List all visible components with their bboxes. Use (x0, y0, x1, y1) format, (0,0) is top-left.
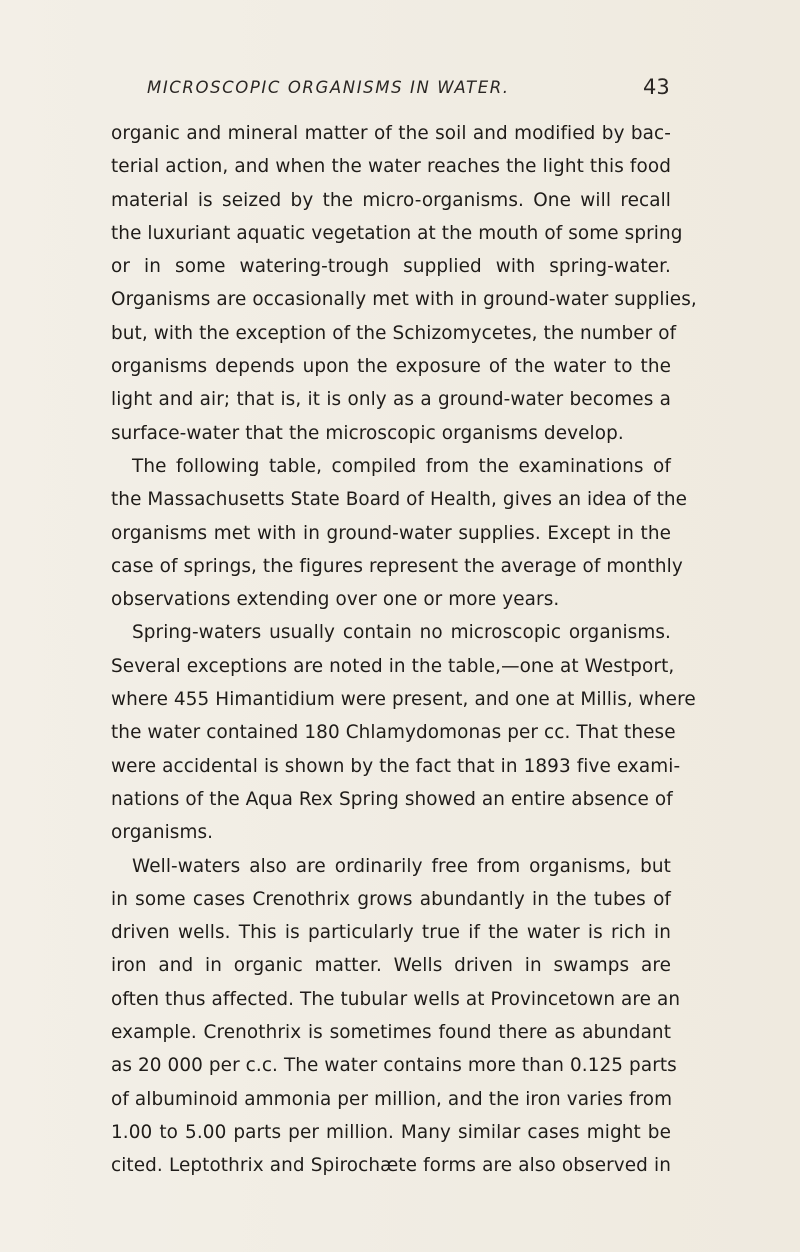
running-title: MICROSCOPIC ORGANISMS IN WATER. (147, 78, 510, 97)
text-line: often thus affected. The tubular wells at Provincetown are an (111, 988, 681, 1010)
text-line: Organisms are occasionally met with in ground-water supplies, (111, 289, 697, 311)
running-head (0, 75, 800, 108)
text-line: terial action, and when the water reaches the light this food (111, 156, 671, 178)
text-line: of albuminoid ammonia per million, and the iron varies from (111, 1088, 673, 1110)
text-line: as 20 000 per c.c. The water contains more than 0.125 parts (111, 1055, 677, 1077)
text-line: in some cases Crenothrix grows abundantly in the tubes of (111, 888, 671, 910)
text-line: the luxuriant aquatic vegetation at the mouth of some spring (111, 222, 683, 244)
body-text (111, 117, 697, 1183)
text-line: organisms met with in ground-water supplies. Except in the (111, 522, 671, 544)
text-line: organisms. (111, 822, 214, 844)
text-line: surface-water that the microscopic organisms develop. (111, 422, 624, 444)
paragraph-start-line: Well-waters also are ordinarily free from organisms, but (132, 855, 671, 877)
paragraph-start-line: Spring-waters usually contain no microscopic organisms. (132, 622, 671, 644)
paragraph-start-line: The following table, compiled from the examinations of (132, 455, 671, 477)
text-line: organisms depends upon the exposure of the water to the (111, 356, 671, 378)
page-number: 43 (643, 75, 670, 99)
text-line: light and air; that is, it is only as a ground-water becomes a (111, 389, 671, 411)
text-line: iron and in organic matter. Wells driven in swamps are (111, 955, 671, 977)
text-line: or in some watering-trough supplied with spring-water. (111, 256, 671, 278)
text-line: were accidental is shown by the fact that in 1893 five exami- (111, 755, 681, 777)
text-line: case of springs, the figures represent the average of monthly (111, 555, 683, 577)
text-line: nations of the Aqua Rex Spring showed an entire absence of (111, 788, 673, 810)
text-line: observations extending over one or more years. (111, 589, 560, 611)
text-line: cited. Leptothrix and Spirochæte forms are also observed in (111, 1155, 671, 1177)
text-line: 1.00 to 5.00 parts per million. Many similar cases might be (111, 1121, 671, 1143)
text-line: Several exceptions are noted in the table,—one at Westport, (111, 655, 675, 677)
text-line: example. Crenothrix is sometimes found there as abundant (111, 1022, 671, 1044)
text-line: where 455 Himantidium were present, and one at Millis, where (111, 689, 696, 711)
text-line: the Massachusetts State Board of Health, gives an idea of the (111, 489, 688, 511)
text-line: material is seized by the micro-organisms. One will recall (111, 189, 671, 211)
text-line: the water contained 180 Chlamydomonas per cc. That these (111, 722, 676, 744)
text-line: organic and mineral matter of the soil and modified by bac- (111, 123, 671, 144)
text-line: but, with the exception of the Schizomycetes, the number of (111, 322, 677, 344)
text-line: driven wells. This is particularly true if the water is rich in (111, 922, 671, 944)
